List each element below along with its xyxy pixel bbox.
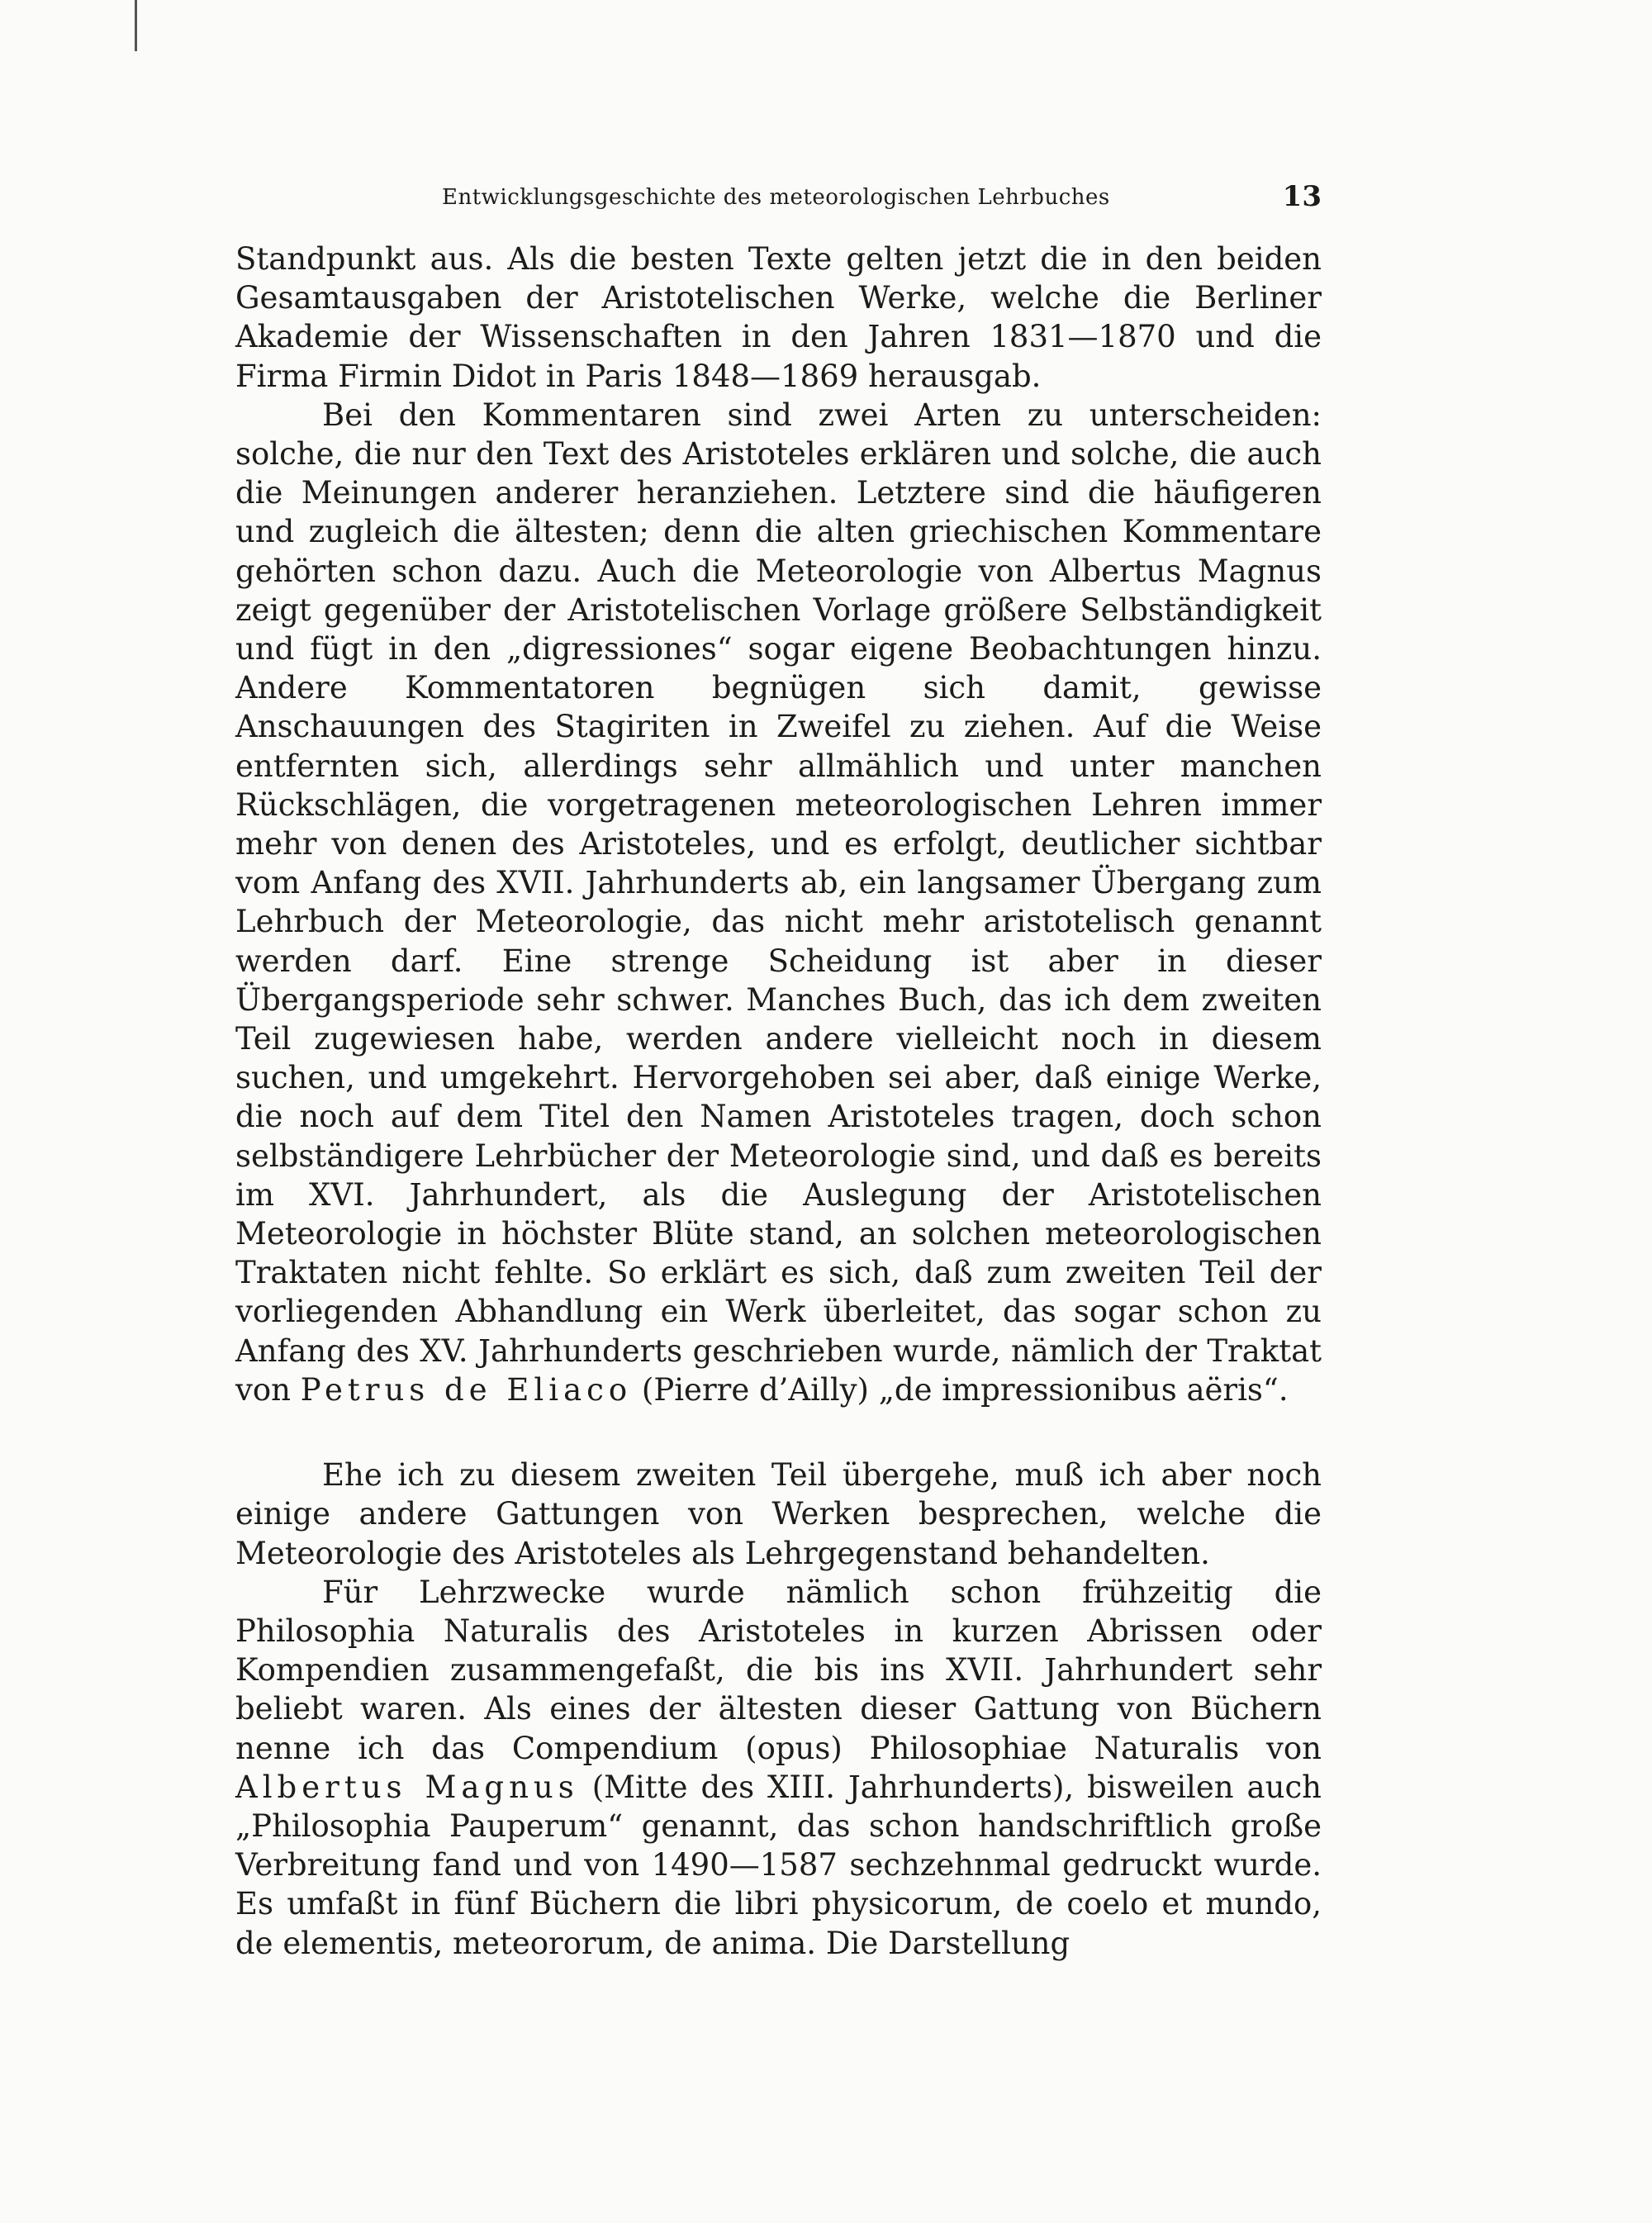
scan-edge-mark <box>135 0 137 51</box>
paragraph-4-text-before: Für Lehrzwecke wurde nämlich schon frühzeitig die Philosophia Naturalis des Aristoteles in kurzen Abrissen oder Kompendien zusammengefaßt, die bis ins XVII. Jahrhundert sehr beliebt waren. Als eines der ältesten dieser Gattung von Büchern nenne ich das Compendium (opus) Philosophiae Naturalis von <box>235 1574 1322 1766</box>
body-text <box>235 240 1322 1963</box>
page-number: 13 <box>1282 180 1322 213</box>
paragraph-4-spaced-name: Albertus Magnus <box>235 1769 579 1805</box>
paragraph-1 <box>235 240 1322 396</box>
paragraph-2 <box>235 396 1322 1409</box>
running-title: Entwicklungsgeschichte des meteorologischen Lehrbuches <box>442 185 1110 210</box>
paragraph-4-text-after: (Mitte des XIII. Jahrhunderts), bisweilen auch „Philosophia Pauperum“ genannt, das schon handschriftlich große Verbreitung fand und von 1490—1587 sechzehnmal gedruckt wurde. Es umfaßt in fünf Büchern die libri physicorum, de coelo et mundo, de elementis, meteororum, de anima. Die Darstellung <box>235 1769 1322 1961</box>
paragraph-3 <box>235 1456 1322 1573</box>
paragraph-2-text-after: (Pierre d’Ailly) „de impressionibus aëris“. <box>641 1371 1289 1408</box>
paragraph-2-text-before: Bei den Kommentaren sind zwei Arten zu unterscheiden: solche, die nur den Text des Aristoteles erklären und solche, die auch die Meinungen anderer heranziehen. Letztere sind die häufigeren und zugleich die ältesten; denn die alten griechischen Kommentare gehörten schon dazu. Auch die Meteorologie von Albertus Magnus zeigt gegenüber der Aristotelischen Vorlage größere Selbständigkeit und fügt in den „digressiones“ sogar eigene Beobachtungen hinzu. Andere Kommentatoren begnügen sich damit, gewisse Anschauungen des Stagiriten in Zweifel zu ziehen. Auf die Weise entfernten sich, allerdings sehr allmählich und unter manchen Rückschlägen, die vorgetragenen meteorologischen Lehren immer mehr von denen des Aristoteles, und es erfolgt, deutlicher sichtbar vom Anfang des XVII. Jahrhunderts ab, ein langsamer Übergang zum Lehrbuch der Meteorologie, das nicht mehr aristotelisch genannt werden darf. Eine strenge Scheidung ist aber in dieser Übergangsperiode sehr schwer. Manches Buch, das ich dem zweiten Teil zugewiesen habe, werden andere vielleicht noch in diesem suchen, und umgekehrt. Hervorgehoben sei aber, daß einige Werke, die noch auf dem Titel den Namen Aristoteles tragen, doch schon selbständigere Lehrbücher der Meteorologie sind, und daß es bereits im XVI. Jahrhundert, als die Auslegung der Aristotelischen Meteorologie in höchster Blüte stand, an solchen meteorologischen Traktaten nicht fehlte. So erklärt es sich, daß zum zweiten Teil der vorliegenden Abhandlung ein Werk überleitet, das sogar schon zu Anfang des XV. Jahrhunderts geschrieben wurde, nämlich der Traktat von <box>235 397 1322 1408</box>
paragraph-2-spaced-name: Petrus de Eliaco <box>300 1371 633 1408</box>
paragraph-3-text: Ehe ich zu diesem zweiten Teil übergehe, muß ich aber noch einige andere Gattungen von Werken besprechen, welche die Meteorologie des Aristoteles als Lehrgegenstand behandelten. <box>235 1457 1322 1571</box>
running-head <box>235 180 1322 221</box>
paragraph-4 <box>235 1573 1322 1963</box>
paragraph-1-text: Standpunkt aus. Als die besten Texte gelten jetzt die in den beiden Gesamtausgaben der Aristotelischen Werke, welche die Berliner Akademie der Wissenschaften in den Jahren 1831—1870 und die Firma Firmin Didot in Paris 1848—1869 herausgab. <box>235 241 1322 394</box>
